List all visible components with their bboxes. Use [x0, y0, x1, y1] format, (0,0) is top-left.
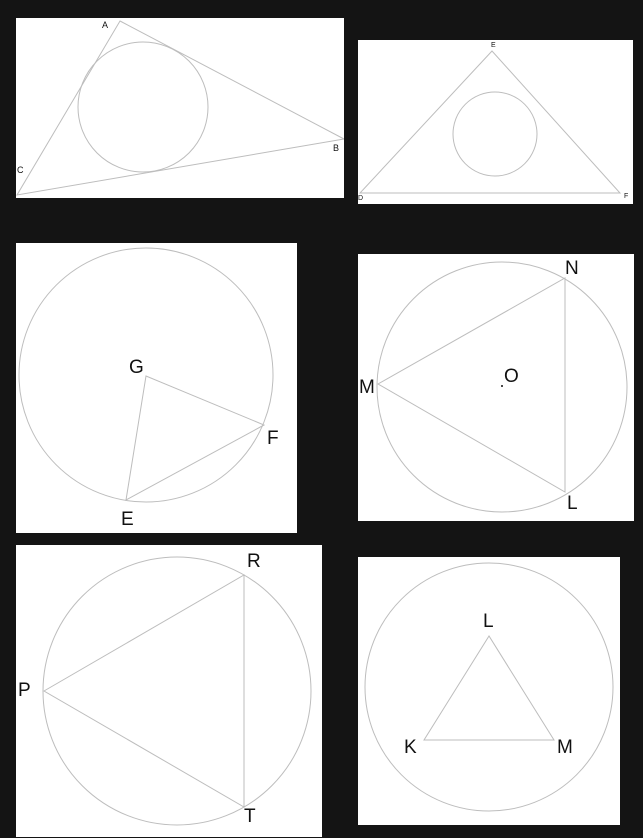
circle [365, 563, 613, 811]
vertex-label-f: F [624, 193, 629, 200]
circle [19, 248, 273, 502]
center-point [501, 385, 503, 387]
circle-o-mnl-figure [358, 254, 634, 521]
point-label-e: E [121, 509, 134, 530]
triangle-abc-incircle-figure [16, 18, 344, 198]
circle-klm-drawing [358, 557, 620, 825]
circle-o-drawing [358, 254, 634, 521]
inner-circle [453, 92, 537, 176]
point-label-l: L [483, 611, 494, 632]
point-label-m: M [557, 737, 573, 758]
point-label-r: R [247, 551, 261, 572]
point-label-g: G [129, 357, 144, 378]
triangle-klm [424, 636, 554, 740]
center-label-o: O [504, 366, 519, 387]
circle [43, 557, 311, 825]
circle-klm-figure [358, 557, 620, 825]
triangle-abc [17, 21, 344, 195]
triangle-mnl [378, 278, 565, 492]
vertex-label-c: C [17, 165, 24, 175]
point-label-f: F [267, 428, 279, 449]
vertex-label-a: A [102, 20, 109, 30]
circle-prt-drawing [16, 545, 322, 837]
triangle-def [360, 51, 620, 193]
triangle-def-drawing [358, 40, 633, 204]
triangle-def-circle-figure [358, 40, 633, 204]
triangle-gef [126, 376, 264, 500]
incircle [78, 42, 208, 172]
circle-o [377, 262, 627, 512]
point-label-p: P [18, 680, 31, 701]
circle-prt-figure [16, 545, 322, 837]
circle-gef-drawing [16, 243, 297, 533]
point-label-n: N [565, 258, 579, 279]
triangle-abc-drawing [16, 18, 344, 198]
point-label-m: M [359, 377, 375, 398]
vertex-label-d: D [358, 195, 364, 202]
point-label-k: K [404, 737, 417, 758]
point-label-l: L [567, 493, 578, 514]
circle-gef-figure [16, 243, 297, 533]
vertex-label-b: B [333, 143, 340, 153]
triangle-prt [44, 575, 244, 807]
vertex-label-e: E [491, 42, 496, 49]
point-label-t: T [244, 806, 256, 827]
